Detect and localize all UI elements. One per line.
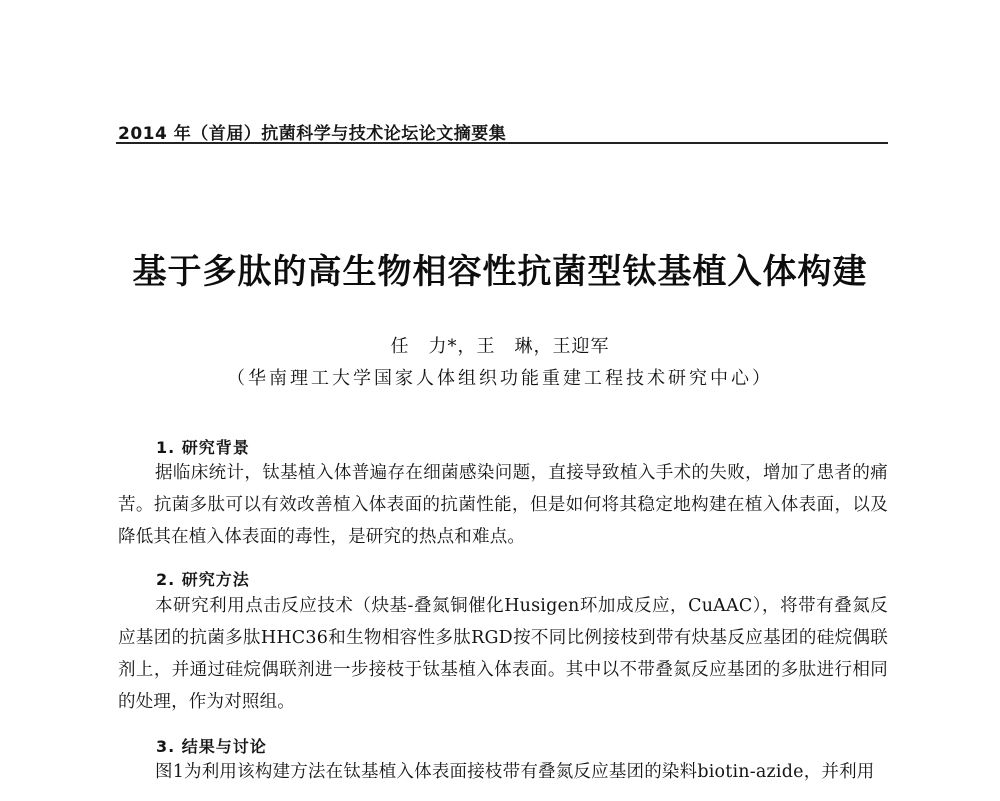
author-list bbox=[0, 332, 1000, 358]
paper-title: 基于多肽的高生物相容性抗菌型钛基植入体构建 bbox=[132, 252, 868, 292]
author-separator: ， bbox=[457, 336, 477, 357]
author-name: 任 力* bbox=[390, 336, 458, 357]
author-affiliation: （华南理工大学国家人体组织功能重建工程技术研究中心） bbox=[227, 368, 773, 389]
header-rule bbox=[116, 142, 888, 144]
section-heading-results: 3. 结果与讨论 bbox=[156, 737, 267, 756]
section-paragraph-background: 据临床统计，钛基植入体普遍存在细菌感染问题，直接导致植入手术的失败，增加了患者的痛苦。抗菌多肽可以有效改善植入体表面的抗菌性能，但是如何将其稳定地构建在植入体表面，以及降低其在植入体表面的毒性，是研究的热点和难点。 bbox=[118, 463, 888, 547]
section-paragraph-methods: 本研究利用点击反应技术（炔基-叠氮铜催化Husigen环加成反应，CuAAC），将带有叠氮反应基团的抗菌多肽HHC36和生物相容性多肽RGD按不同比例接枝到带有炔基反应基团的硅烷偶联剂上，并通过硅烷偶联剂进一步接枝于钛基植入体表面。其中以不带叠氮反应基团的多肽进行相同的处理，作为对照组。 bbox=[118, 596, 888, 712]
author-separator: ， bbox=[533, 336, 553, 357]
author-name: 王迎军 bbox=[552, 336, 610, 357]
author-name: 王 琳 bbox=[476, 336, 534, 357]
section-heading-background: 1. 研究背景 bbox=[156, 438, 250, 457]
running-header: 2014 年（首届）抗菌科学与技术论坛论文摘要集 bbox=[118, 124, 507, 144]
section-paragraph-results: 图1为利用该构建方法在钛基植入体表面接枝带有叠氮反应基团的染料biotin-azide，并利用 bbox=[155, 762, 875, 782]
section-heading-methods: 2. 研究方法 bbox=[156, 570, 250, 589]
